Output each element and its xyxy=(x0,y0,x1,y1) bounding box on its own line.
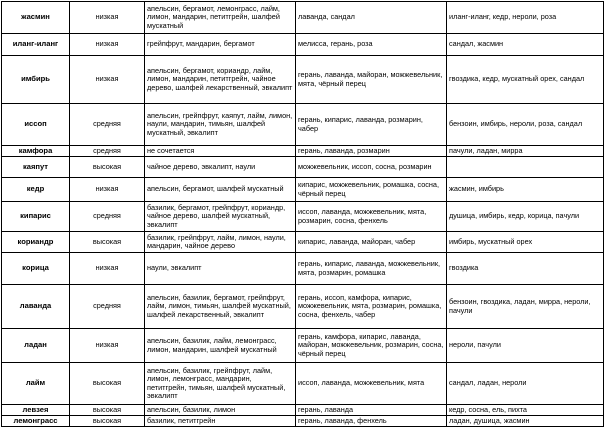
volatility-level: средняя xyxy=(70,146,145,157)
table-row xyxy=(2,146,604,157)
medium-combinations: иссоп, лаванда, можжевельник, мята xyxy=(296,363,447,405)
best-combinations: кедр, сосна, ель, пихта xyxy=(447,405,604,416)
oil-name: лаванда xyxy=(2,285,70,329)
table-row xyxy=(2,405,604,416)
volatility-level: низкая xyxy=(70,253,145,285)
medium-combinations: герань, иссоп, камфора, кипарис, можжевельник, мята, розмарин, ромашка, сосна, фенхель, чабер xyxy=(296,285,447,329)
table-row xyxy=(2,2,604,34)
oil-name: иссоп xyxy=(2,104,70,146)
best-combinations: гвоздика, кедр, мускатный орех, сандал xyxy=(447,56,604,104)
table-row xyxy=(2,253,604,285)
best-combinations: жасмин, имбирь xyxy=(447,178,604,202)
table-row xyxy=(2,56,604,104)
medium-combinations: герань, кипарис, лаванда, розмарин, чабер xyxy=(296,104,447,146)
oil-name: кориандр xyxy=(2,232,70,253)
table-body xyxy=(2,2,604,427)
medium-combinations: мелисса, герань, роза xyxy=(296,34,447,56)
volatility-level: средняя xyxy=(70,285,145,329)
best-combinations: бензоин, имбирь, нероли, роза, сандал xyxy=(447,104,604,146)
best-combinations: пачули, ладан, мирра xyxy=(447,146,604,157)
medium-combinations: герань, лаванда, фенхель xyxy=(296,416,447,427)
medium-combinations: герань, лаванда xyxy=(296,405,447,416)
medium-combinations: кипарис, лаванда, майоран, чабер xyxy=(296,232,447,253)
table-row xyxy=(2,285,604,329)
volatility-level: низкая xyxy=(70,34,145,56)
good-combinations: не сочетается xyxy=(145,146,296,157)
volatility-level: низкая xyxy=(70,2,145,34)
table-row xyxy=(2,232,604,253)
table-row xyxy=(2,157,604,178)
best-combinations: сандал, ладан, нероли xyxy=(447,363,604,405)
table-row xyxy=(2,34,604,56)
volatility-level: высокая xyxy=(70,405,145,416)
oil-name: каяпут xyxy=(2,157,70,178)
volatility-level: средняя xyxy=(70,202,145,232)
table-row xyxy=(2,363,604,405)
best-combinations: гвоздика xyxy=(447,253,604,285)
volatility-level: низкая xyxy=(70,178,145,202)
good-combinations: апельсин, бергамот, лемонграсс, лайм, лимон, мандарин, петитгрейн, шалфей мускатный xyxy=(145,2,296,34)
oil-compatibility-table xyxy=(1,1,604,427)
good-combinations: чайное дерево, эвкалипт, наули xyxy=(145,157,296,178)
medium-combinations: можжевельник, иссоп, сосна, розмарин xyxy=(296,157,447,178)
table-row xyxy=(2,178,604,202)
oil-name: лемонграсс xyxy=(2,416,70,427)
best-combinations: нероли, пачули xyxy=(447,329,604,363)
best-combinations: иланг-иланг, кедр, нероли, роза xyxy=(447,2,604,34)
good-combinations: наули, эвкалипт xyxy=(145,253,296,285)
good-combinations: апельсин, базилик, лайм, лемонграсс, лимон, мандарин, шалфей мускатный xyxy=(145,329,296,363)
best-combinations: сандал, жасмин xyxy=(447,34,604,56)
best-combinations: имбирь, мускатный орех xyxy=(447,232,604,253)
best-combinations: ладан, душица, жасмин xyxy=(447,416,604,427)
volatility-level: высокая xyxy=(70,416,145,427)
oil-name: ладан xyxy=(2,329,70,363)
table-row xyxy=(2,202,604,232)
oil-name: лайм xyxy=(2,363,70,405)
volatility-level: высокая xyxy=(70,157,145,178)
medium-combinations: иссоп, лаванда, можжевельник, мята, розмарин, сосна, фенхель xyxy=(296,202,447,232)
medium-combinations: герань, лаванда, майоран, можжевельник, мята, чёрный перец xyxy=(296,56,447,104)
oil-name: иланг-иланг xyxy=(2,34,70,56)
table-row xyxy=(2,104,604,146)
oil-name: имбирь xyxy=(2,56,70,104)
best-combinations: бензоин, гвоздика, ладан, мирра, нероли, пачули xyxy=(447,285,604,329)
medium-combinations: герань, камфора, кипарис, лаванда, майоран, можжевельник, розмарин, сосна, чёрный перец xyxy=(296,329,447,363)
best-combinations xyxy=(447,157,604,178)
best-combinations: душица, имбирь, кедр, корица, пачули xyxy=(447,202,604,232)
table-row xyxy=(2,329,604,363)
oil-name: кедр xyxy=(2,178,70,202)
oil-name: левзея xyxy=(2,405,70,416)
volatility-level: средняя xyxy=(70,104,145,146)
good-combinations: базилик, бергамот, грейпфрут, кориандр, чайное дерево, шалфей мускатный, эвкалипт xyxy=(145,202,296,232)
oil-name: кипарис xyxy=(2,202,70,232)
volatility-level: высокая xyxy=(70,232,145,253)
medium-combinations: кипарис, можжевельник, ромашка, сосна, чёрный перец xyxy=(296,178,447,202)
good-combinations: апельсин, базилик, грейпфрут, лайм, лимон, лемонграсс, мандарин, петитгрейн, тимьян, шалфей мускатный, эвкалипт xyxy=(145,363,296,405)
good-combinations: базилик, грейпфрут, лайм, лимон, наули, мандарин, чайное дерево xyxy=(145,232,296,253)
oil-name: камфора xyxy=(2,146,70,157)
medium-combinations: лаванда, сандал xyxy=(296,2,447,34)
oil-name: корица xyxy=(2,253,70,285)
good-combinations: базилик, петитгрейн xyxy=(145,416,296,427)
volatility-level: высокая xyxy=(70,363,145,405)
volatility-level: низкая xyxy=(70,56,145,104)
good-combinations: грейпфрут, мандарин, бергамот xyxy=(145,34,296,56)
good-combinations: апельсин, грейпфрут, каяпут, лайм, лимон, наули, мандарин, тимьян, шалфей мускатный, эвкалипт xyxy=(145,104,296,146)
good-combinations: апельсин, бергамот, кориандр, лайм, лимон, мандарин, петитгрейн, чайное дерево, шалфей лекарственный, эвкалипт xyxy=(145,56,296,104)
medium-combinations: герань, кипарис, лаванда, можжевельник, мята, розмарин, ромашка xyxy=(296,253,447,285)
good-combinations: апельсин, базилик, бергамот, грейпфрут, лайм, лимон, тимьян, шалфей мускатный, шалфей лекарственный, эвкалипт xyxy=(145,285,296,329)
oil-name: жасмин xyxy=(2,2,70,34)
volatility-level: низкая xyxy=(70,329,145,363)
medium-combinations: герань, лаванда, розмарин xyxy=(296,146,447,157)
good-combinations: апельсин, базилик, лимон xyxy=(145,405,296,416)
good-combinations: апельсин, бергамот, шалфей мускатный xyxy=(145,178,296,202)
